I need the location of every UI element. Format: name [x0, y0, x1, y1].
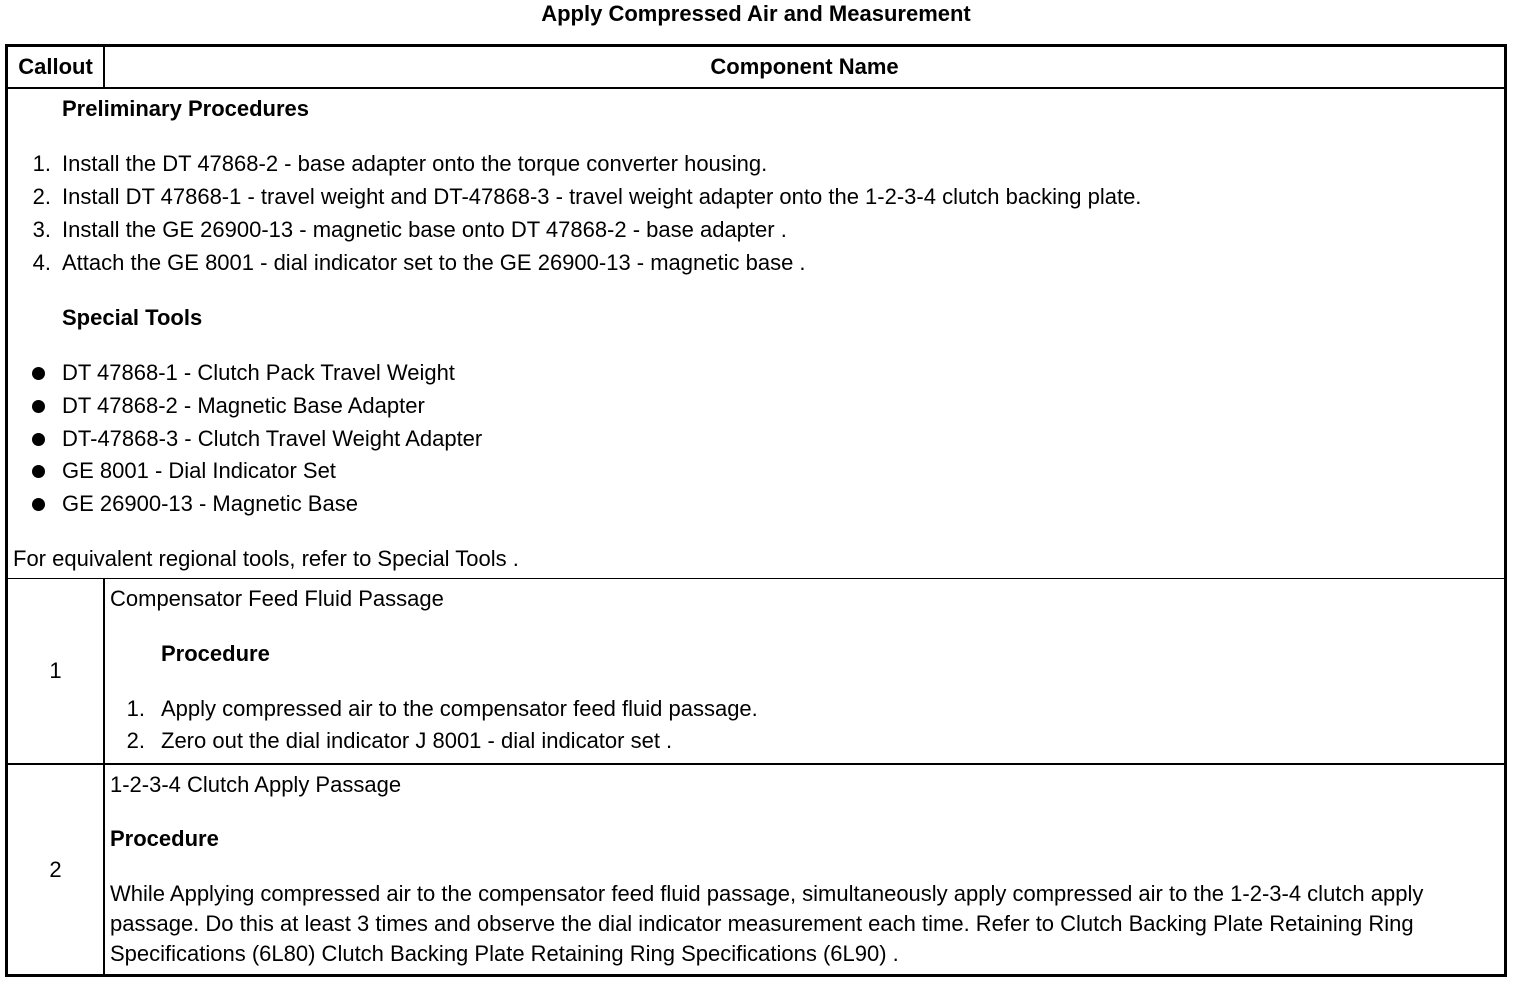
bullet-icon	[32, 498, 45, 511]
step-number: 2.	[126, 728, 145, 753]
component-name: 1-2-3-4 Clutch Apply Passage	[110, 772, 402, 797]
component-cell	[105, 579, 1504, 763]
step-number: 3.	[32, 217, 51, 242]
step-text: Apply compressed air to the compensator feed fluid passage.	[161, 696, 758, 721]
callout-number: 1	[8, 579, 105, 763]
page-title: Apply Compressed Air and Measurement	[541, 1, 971, 26]
tool-item: DT 47868-2 - Magnetic Base Adapter	[62, 393, 425, 418]
step-text: Install the GE 26900-13 - magnetic base onto DT 47868-2 - base adapter .	[62, 217, 787, 242]
tool-item: DT 47868-1 - Clutch Pack Travel Weight	[62, 360, 455, 385]
preliminary-heading: Preliminary Procedures	[62, 96, 310, 121]
procedure-heading: Procedure	[161, 641, 270, 666]
step-text: Zero out the dial indicator J 8001 - dial indicator set .	[161, 728, 673, 753]
bullet-icon	[32, 367, 45, 380]
procedure-table	[5, 44, 1507, 977]
bullet-icon	[32, 433, 45, 446]
step-text: Attach the GE 8001 - dial indicator set to the GE 26900-13 - magnetic base .	[62, 250, 806, 275]
header-callout: Callout	[8, 47, 105, 87]
tool-item: DT-47868-3 - Clutch Travel Weight Adapter	[62, 426, 483, 451]
table-row	[8, 579, 1504, 765]
tool-item: GE 26900-13 - Magnetic Base	[62, 491, 358, 516]
step-number: 4.	[32, 250, 51, 275]
preliminary-section	[8, 89, 1504, 579]
callout-number: 2	[8, 765, 105, 974]
step-text: Install the DT 47868-2 - base adapter onto the torque converter housing.	[62, 151, 768, 176]
table-header	[8, 47, 1504, 89]
component-cell	[105, 765, 1504, 974]
procedure-text: While Applying compressed air to the compensator feed fluid passage, simultaneously apply compressed air to the 1-2-3-4 clutch apply passage. Do this at least 3 times and observe the dial indicator measurement each time. Refer to Clutch Backing Plate Retaining Ring Specifications (6L80) Clutch Backing Plate Retaining Ring Specifications (6L90) .	[110, 881, 1424, 966]
component-name: Compensator Feed Fluid Passage	[110, 586, 444, 611]
step-number: 1.	[32, 151, 51, 176]
bullet-icon	[32, 465, 45, 478]
bullet-icon	[32, 400, 45, 413]
step-text: Install DT 47868-1 - travel weight and DT-47868-3 - travel weight adapter onto the 1-2-3-4 clutch backing plate.	[62, 184, 1142, 209]
step-number: 2.	[32, 184, 51, 209]
table-row	[8, 765, 1504, 974]
step-number: 1.	[126, 696, 145, 721]
special-tools-heading: Special Tools	[62, 305, 203, 330]
regional-tools-note: For equivalent regional tools, refer to Special Tools .	[13, 546, 519, 571]
header-component-name: Component Name	[710, 54, 899, 79]
procedure-heading: Procedure	[110, 826, 219, 851]
tool-item: GE 8001 - Dial Indicator Set	[62, 458, 336, 483]
